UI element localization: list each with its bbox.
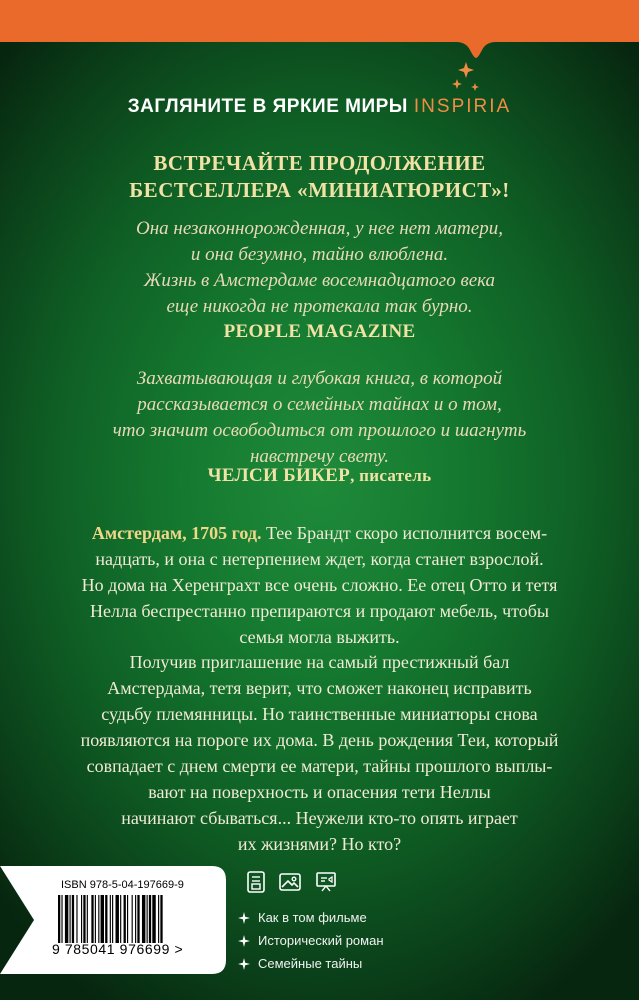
para-line	[40, 520, 599, 546]
para-line: Но дома на Херенграхт все очень сложно. Ее отец Отто и тетя	[81, 575, 558, 595]
top-band-tab	[456, 40, 496, 58]
description-paragraph	[40, 520, 599, 650]
headline-line: ВСТРЕЧАЙТЕ ПРОДОЛЖЕНИЕ	[153, 151, 486, 175]
format-icons	[244, 870, 344, 896]
genre-tag	[238, 953, 384, 975]
genre-tag-label: Как в том фильме	[258, 910, 367, 925]
para-line: надцать, и она с нетерпением ждет, когда станет взрослой.	[95, 549, 544, 569]
genre-tag	[238, 930, 384, 952]
ebook-icon	[244, 870, 268, 894]
para-lead: Амстердам, 1705 год.	[91, 523, 262, 543]
quote-line: Она незаконнорожденная, у нее нет матери,	[136, 218, 503, 239]
sparkle-bullet-icon	[238, 912, 250, 924]
barcode-digits: 9 785041 976699 >	[52, 941, 184, 957]
para-line: судьбу племянницы. Но таинственные миниатюры снова	[101, 704, 538, 724]
quote-line: Жизнь в Амстердаме восемнадцатого века	[143, 270, 496, 291]
headline-line: БЕСТСЕЛЛЕРА «МИНИАТЮРИСТ»!	[129, 178, 510, 202]
quote-line: Захватывающая и глубокая книга, в которой	[136, 368, 503, 389]
para-text: Тее Брандт скоро исполнится восем-	[261, 523, 548, 543]
genre-tags	[238, 907, 384, 976]
para-line: Нелла беспрестанно препираются и продают мебель, чтобы	[89, 601, 550, 621]
banner-accent: INSPIRIA	[413, 96, 512, 117]
para-line: начинают сбываться... Неужели кто-то опять играет	[121, 808, 518, 828]
quote-source: PEOPLE MAGAZINE	[223, 321, 416, 342]
para-line: семья могла выжить.	[239, 627, 400, 647]
publisher-banner	[0, 96, 639, 118]
banner-text: ЗАГЛЯНИТЕ В ЯРКИЕ МИРЫ	[127, 96, 408, 117]
quote-role: , писатель	[350, 466, 432, 485]
sparkle-bullet-icon	[238, 935, 250, 947]
quote-attribution	[0, 465, 639, 487]
quote-line: рассказывается о семейных тайнах и о том,	[137, 394, 502, 415]
para-line: вают на поверхность и опасения тети Неллы	[148, 782, 491, 802]
presentation-icon	[314, 870, 338, 894]
genre-tag-label: Семейные тайны	[258, 956, 363, 971]
sparkle-bullet-icon	[238, 958, 250, 970]
quote-line: еще никогда не протекала так бурно.	[166, 296, 473, 317]
quote-attribution	[0, 321, 639, 343]
para-line: Амстердама, тетя верит, что сможет наконец исправить	[107, 678, 532, 698]
genre-tag-label: Исторический роман	[258, 933, 384, 948]
para-line: их жизнями? Но кто?	[237, 834, 402, 854]
quote-line: и она безумно, тайно влюблена.	[190, 244, 449, 265]
quote-line: навстречу свету.	[249, 446, 390, 467]
barcode-bars	[58, 895, 198, 943]
genre-tag	[238, 907, 384, 929]
para-line: совпадает с днем смерти ее матери, тайны прошлого выплы-	[86, 756, 553, 776]
sparkle-icon	[451, 62, 481, 94]
quote-line: что значит освободиться от прошлого и шагнуть	[112, 420, 527, 441]
isbn-text: ISBN 978-5-04-197669-9	[61, 879, 184, 891]
top-color-band	[0, 0, 639, 42]
description-paragraph	[40, 649, 599, 857]
headline	[0, 150, 639, 204]
para-line: Получив приглашение на самый престижный бал	[129, 652, 510, 672]
review-quote	[40, 216, 599, 320]
image-icon	[278, 870, 302, 894]
review-quote	[40, 366, 599, 470]
quote-source: ЧЕЛСИ БИКЕР	[207, 465, 351, 486]
para-line: появляются на пороге их дома. В день рождения Теи, который	[80, 730, 559, 750]
